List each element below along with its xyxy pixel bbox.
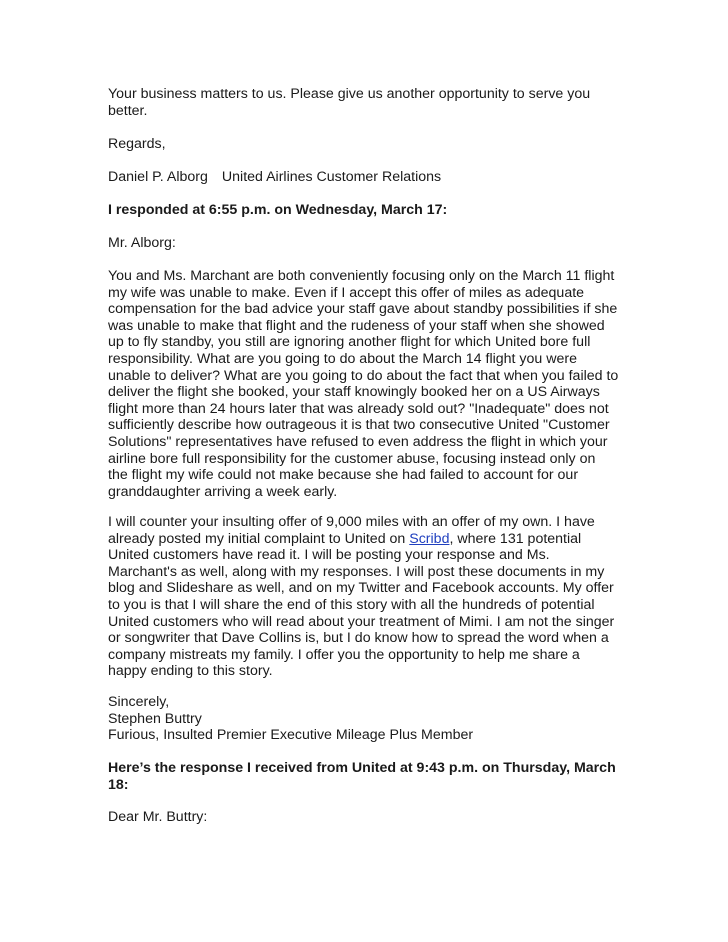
regards-line: Regards, bbox=[108, 136, 166, 152]
text-line: You and Ms. Marchant are both conveniently focusing only on the March 11 flight bbox=[108, 268, 615, 284]
text-line: 18: bbox=[108, 776, 129, 793]
text-line: Marchant's as well, along with my responses. I will post these documents in my bbox=[108, 563, 605, 580]
text-line-with-link bbox=[108, 531, 614, 548]
response-heading-2 bbox=[108, 760, 616, 793]
text-line: better. bbox=[108, 102, 148, 119]
text-line: United customers have read it. I will be posting your response and Ms. bbox=[108, 547, 550, 564]
text-line: company mistreats my family. I offer you the opportunity to help me share a bbox=[108, 646, 580, 663]
closing-signature bbox=[108, 694, 473, 744]
scribd-link[interactable]: Scribd bbox=[409, 530, 450, 547]
paragraph-1 bbox=[108, 268, 618, 500]
text-line: compensation for the bad advice your staff gave about standby possibilities if she bbox=[108, 301, 618, 318]
text-line: sufficiently describe how outrageous it is that two consecutive United "Customer bbox=[108, 417, 610, 434]
text-line: blog and Slideshare as well, and on my Twitter and Facebook accounts. My offer bbox=[108, 580, 614, 597]
text-line: deliver the flight she booked, your staff knowingly booked her on a US Airways bbox=[108, 384, 600, 401]
text-line: responsibility. What are you going to do about the March 14 flight you were bbox=[108, 350, 577, 367]
text-line: or songwriter that Dave Collins is, but I do know how to spread the word when a bbox=[108, 630, 609, 647]
text-segment: already posted my initial complaint to United on bbox=[108, 530, 410, 547]
response-heading: I responded at 6:55 p.m. on Wednesday, March 17: bbox=[108, 202, 448, 218]
text-line: the flight my wife could not make because she had failed to account for our bbox=[108, 467, 579, 484]
text-line: my wife was unable to make. Even if I accept this offer of miles as adequate bbox=[108, 284, 585, 301]
text-line: happy ending to this story. bbox=[108, 663, 273, 680]
text-line: was unable to make that flight and the rudeness of your staff when she showed bbox=[108, 317, 605, 334]
salutation: Mr. Alborg: bbox=[108, 235, 176, 251]
signer-name: Stephen Buttry bbox=[108, 710, 202, 727]
text-line: unable to deliver? What are you going to do about the fact that when you failed to bbox=[108, 367, 619, 384]
text-line: granddaughter arriving a week early. bbox=[108, 483, 338, 500]
paragraph-2 bbox=[108, 514, 614, 680]
salutation-2: Dear Mr. Buttry: bbox=[108, 809, 208, 825]
signature-org: United Airlines Customer Relations bbox=[221, 169, 442, 185]
text-line: airline bore full responsibility for the customer abuse, focusing instead only on bbox=[108, 450, 596, 467]
text-line: Your business matters to us. Please give us another opportunity to serve you bbox=[108, 86, 591, 102]
text-segment: , where 131 potential bbox=[449, 530, 582, 547]
text-line: up to fly standby, you still are ignoring another flight for which United bore full bbox=[108, 334, 591, 351]
text-line: United customers who will read about your treatment of Mimi. I am not the singer bbox=[108, 613, 615, 630]
text-line: flight more than 24 hours later that was already sold out? "Inadequate" does not bbox=[108, 400, 609, 417]
signature-line bbox=[108, 169, 441, 186]
text-line: I will counter your insulting offer of 9,000 miles with an offer of my own. I have bbox=[108, 514, 595, 530]
closing-paragraph bbox=[108, 86, 590, 119]
text-line: Here’s the response I received from United at 9:43 p.m. on Thursday, March bbox=[108, 760, 616, 776]
signature-name: Daniel P. Alborg bbox=[108, 169, 208, 185]
sign-off: Sincerely, bbox=[108, 694, 170, 710]
text-line: Solutions" representatives have refused to even address the flight in which your bbox=[108, 433, 608, 450]
signer-title: Furious, Insulted Premier Executive Mileage Plus Member bbox=[108, 727, 474, 744]
text-line: to you is that I will share the end of this story with all the hundreds of potential bbox=[108, 596, 595, 613]
